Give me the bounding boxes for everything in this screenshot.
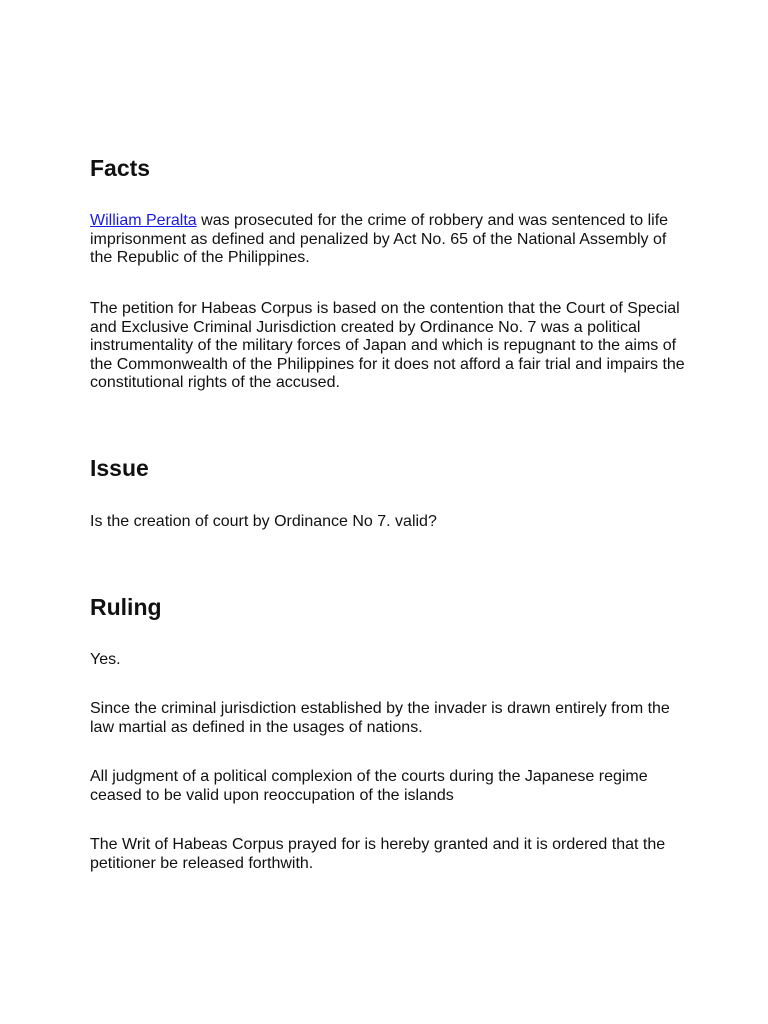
facts-paragraph-1-text: was prosecuted for the crime of robbery and was sentenced to life imprisonment as defined and penalized by Act No. 65 of the National Assembly of the Republic of the Philippines. (90, 212, 669, 266)
ruling-heading: Ruling (90, 594, 162, 620)
william-peralta-link[interactable]: William Peralta (90, 212, 197, 229)
ruling-paragraph-2: Since the criminal jurisdiction established by the invader is drawn entirely from the law martial as defined in the usages of nations. (90, 700, 670, 736)
issue-heading: Issue (90, 455, 149, 481)
facts-paragraph-2: The petition for Habeas Corpus is based on the contention that the Court of Special and Exclusive Criminal Jurisdiction created by Ordinance No. 7 was a political instrumentality of the military forces of Japan and which is repugnant to the aims of the Commonwealth of the Philippines for it does not afford a fair trial and impairs the constitutional rights of the accused. (90, 300, 685, 391)
ruling-paragraph-1: Yes. (90, 651, 121, 668)
ruling-paragraph-4: The Writ of Habeas Corpus prayed for is hereby granted and it is ordered that the petitioner be released forthwith. (90, 836, 666, 872)
issue-paragraph-1: Is the creation of court by Ordinance No 7. valid? (90, 513, 437, 530)
facts-heading: Facts (90, 155, 151, 181)
ruling-paragraph-3: All judgment of a political complexion of the courts during the Japanese regime ceased to be valid upon reoccupation of the islands (90, 768, 648, 804)
facts-paragraph-1 (90, 212, 690, 268)
